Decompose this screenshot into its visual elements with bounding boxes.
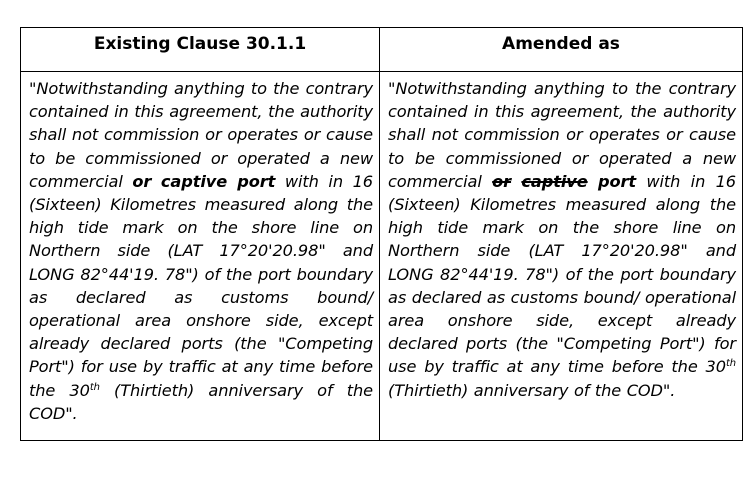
amended-text-part3: (Thirtieth) anniversary of the COD". xyxy=(388,380,676,400)
existing-superscript: th xyxy=(89,381,100,393)
amended-clause-cell xyxy=(380,72,743,441)
amended-or-struck: or xyxy=(492,171,512,191)
existing-clause-cell xyxy=(21,72,380,441)
amended-superscript: th xyxy=(725,358,736,370)
table-body-row xyxy=(21,72,743,441)
header-existing-clause: Existing Clause 30.1.1 xyxy=(21,28,380,72)
existing-captive-port-bold: captive port xyxy=(160,171,276,191)
table-header-row xyxy=(21,28,743,72)
amended-clause-text xyxy=(380,72,742,402)
existing-or-bold: or xyxy=(132,171,152,191)
existing-clause-text xyxy=(21,72,379,425)
amended-captive-struck: captive xyxy=(521,171,588,191)
clause-comparison-table xyxy=(20,27,743,441)
header-amended-as: Amended as xyxy=(380,28,743,72)
amended-text-part2: with in 16 (Sixteen) Kilometres measured along the high tide mark on the shore line on Northern side (LAT 17°20'20.98" and LONG 82°44'19. 78") of the port boundary as declared as customs bound/ operational area onshore side, except already declared ports (the "Competing Port") for use by traffic at any time before the 30 xyxy=(388,171,736,377)
existing-text-part3: (Thirtieth) anniversary of the COD". xyxy=(29,380,373,423)
amended-port-bold: port xyxy=(598,171,637,191)
existing-text-part1: "Notwithstanding anything to the contrary contained in this agreement, the authority shall not commission or operates or cause to be commissioned or operated a new commercial xyxy=(29,79,373,191)
amended-text-part1: "Notwithstanding anything to the contrary contained in this agreement, the authority shall not commission or operates or cause to be commissioned or operated a new commercial xyxy=(388,79,736,191)
existing-text-part2: with in 16 (Sixteen) Kilometres measured along the high tide mark on the shore line on Northern side (LAT 17°20'20.98" and LONG 82°44'19. 78") of the port boundary as declared as customs bound/ operational area onshore side, except already declared ports (the "Competing Port") for use by traffic at any time before the 30 xyxy=(29,171,373,400)
